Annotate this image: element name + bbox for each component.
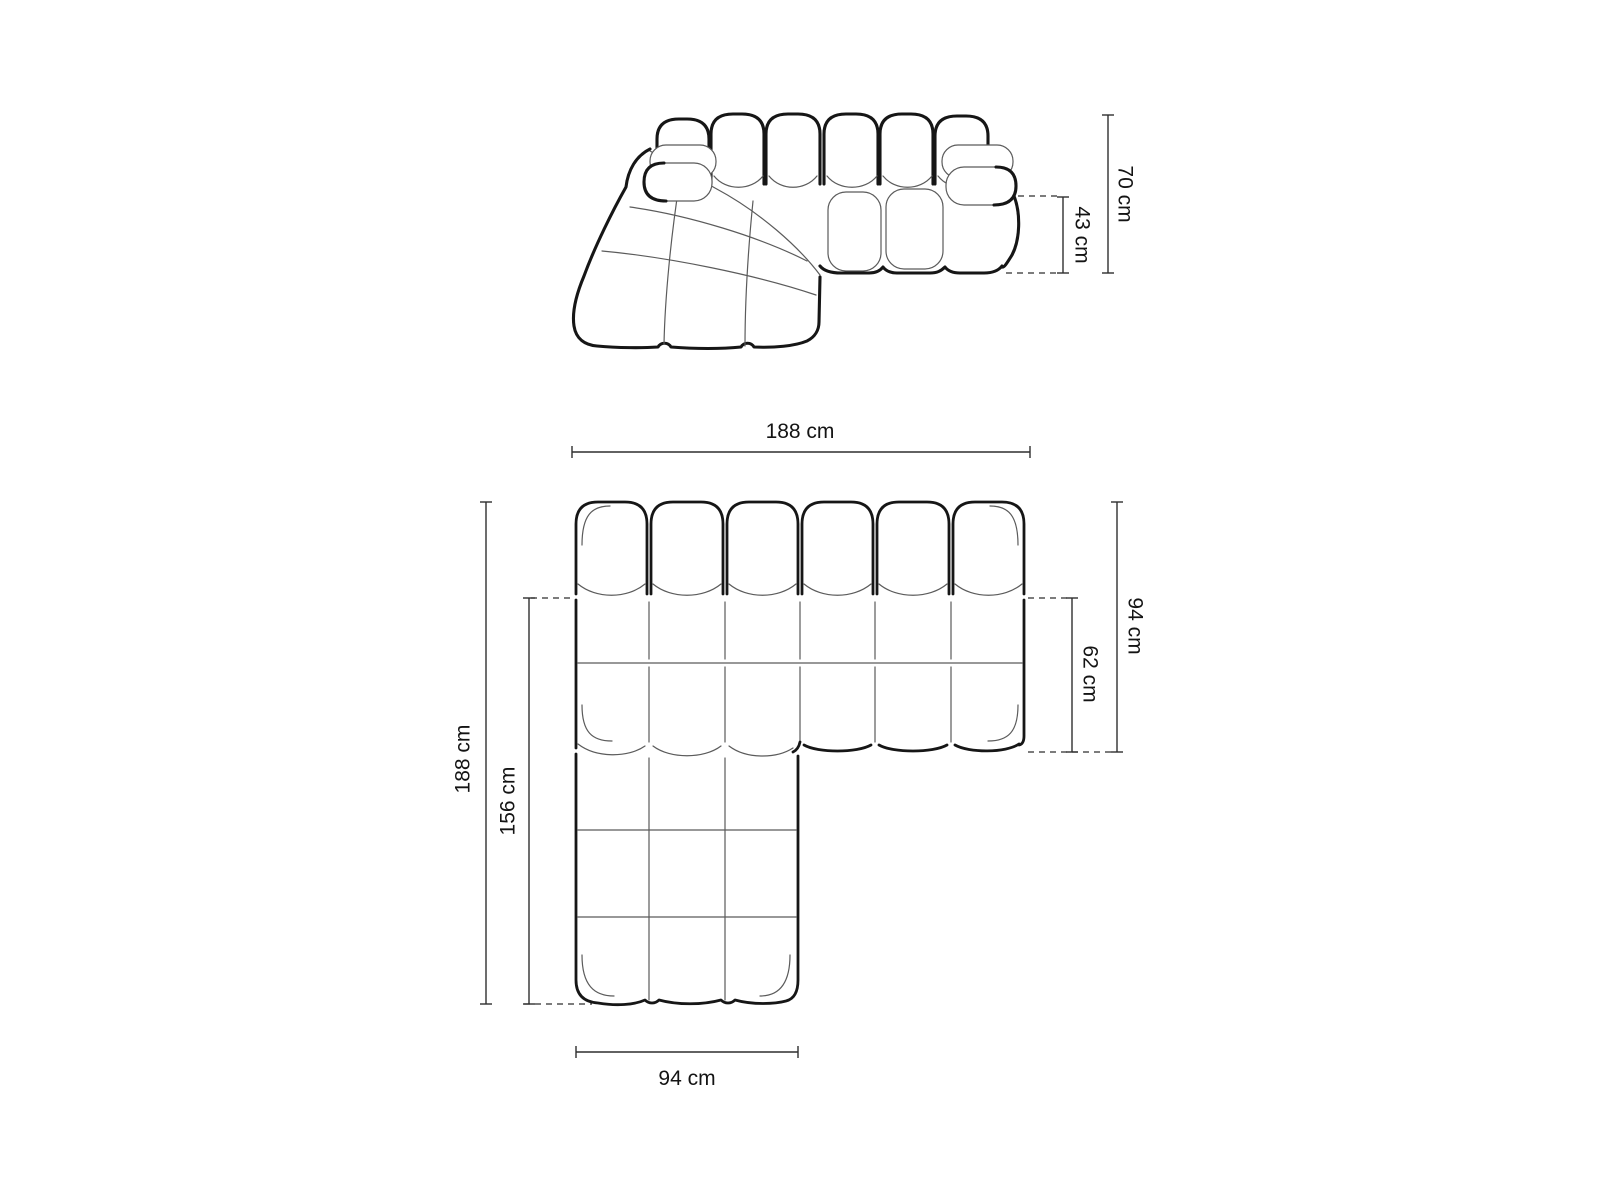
plan-backrest-row — [576, 502, 1024, 595]
elevation-left-armrest — [644, 145, 716, 201]
label-overall-width: 188 cm — [765, 420, 835, 443]
dimension-overall-height — [1102, 115, 1136, 273]
dimension-overall-length — [452, 502, 492, 1004]
plan-view — [576, 502, 1024, 1005]
label-overall-height: 70 cm — [1113, 165, 1137, 223]
label-seat-depth: 62 cm — [1078, 645, 1102, 703]
dimension-overall-depth — [1111, 502, 1146, 752]
label-chaise-length: 156 cm — [496, 766, 520, 836]
right-side-outline — [1002, 196, 1019, 267]
label-overall-depth: 94 cm — [1123, 597, 1147, 655]
plan-chaise-outline — [576, 754, 798, 1005]
elevation-view — [573, 114, 1018, 349]
label-seat-height: 43 cm — [1070, 206, 1094, 264]
plan-chaise — [576, 754, 798, 1005]
elevation-right-armrest — [942, 145, 1019, 267]
label-chaise-width: 94 cm — [658, 1067, 716, 1090]
dimension-chaise-length — [497, 598, 592, 1004]
dimension-chaise-width — [576, 1046, 798, 1090]
plan-seat-body — [576, 600, 1024, 756]
label-overall-length: 188 cm — [451, 724, 475, 794]
plan-inner-corner — [793, 742, 800, 752]
dimension-seat-depth — [1028, 598, 1112, 752]
plan-right-edge — [1019, 600, 1024, 745]
dimension-overall-width — [572, 420, 1030, 458]
